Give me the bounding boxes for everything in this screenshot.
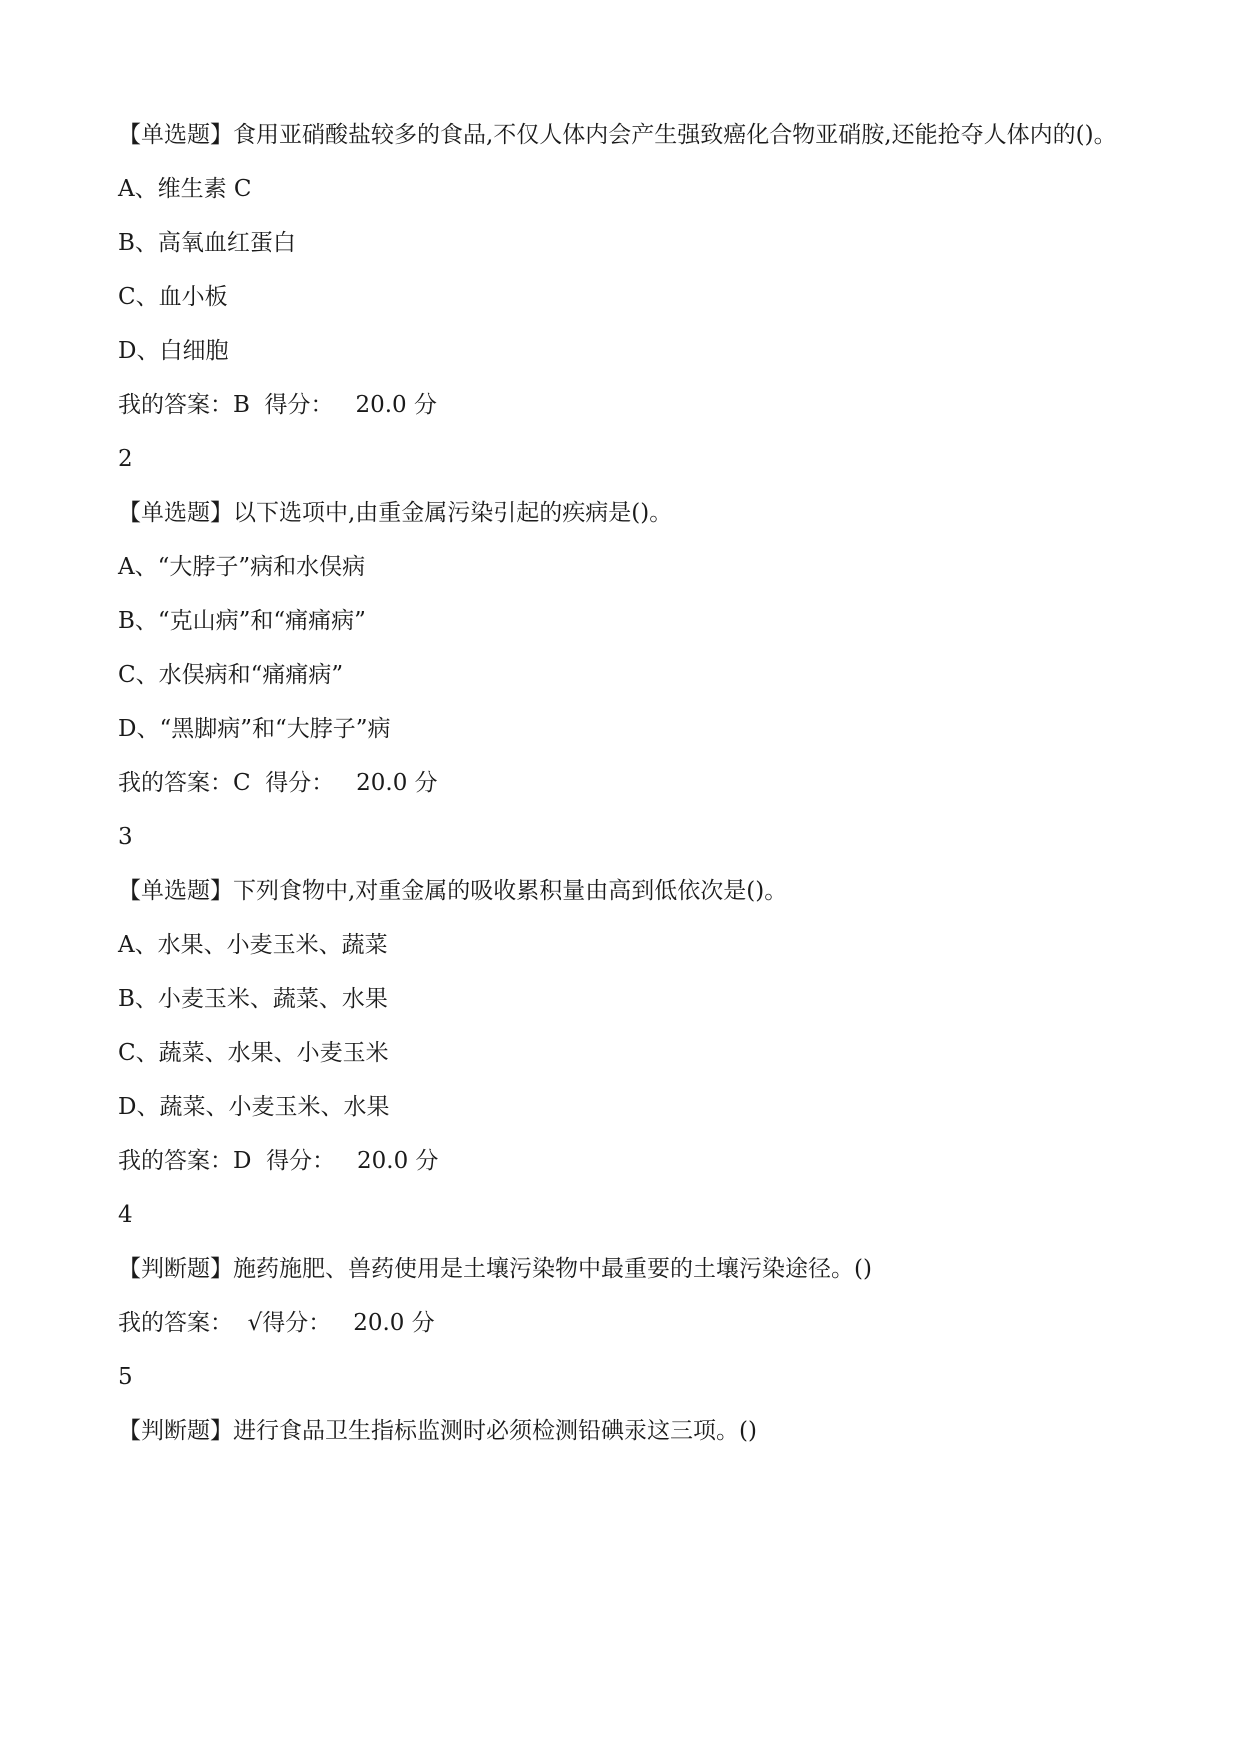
question-3-number: 3 [118, 824, 133, 850]
question-2-answer: 我的答案：C 得分： 20.0 分 [118, 770, 438, 796]
question-3-option-a: A、水果、小麦玉米、蔬菜 [118, 932, 388, 958]
question-2-option-c: C、水俣病和“痛痛病” [118, 662, 344, 688]
question-4-answer: 我的答案： √得分： 20.0 分 [118, 1310, 435, 1336]
question-4-number: 4 [118, 1202, 133, 1228]
question-3-option-c: C、蔬菜、水果、小麦玉米 [118, 1040, 389, 1066]
question-1-option-b: B、高氧血红蛋白 [118, 230, 296, 256]
question-2-stem: 【单选题】以下选项中,由重金属污染引起的疾病是()。 [118, 500, 673, 526]
question-2-option-a: A、“大脖子”病和水俣病 [118, 554, 366, 580]
question-3-option-d: D、蔬菜、小麦玉米、水果 [118, 1094, 390, 1120]
question-1-stem: 【单选题】食用亚硝酸盐较多的食品,不仅人体内会产生强致癌化合物亚硝胺,还能抢夺人体内的()。 [118, 122, 1117, 148]
question-1-option-c: C、血小板 [118, 284, 228, 310]
question-2-option-d: D、“黑脚病”和“大脖子”病 [118, 716, 391, 742]
question-5-number: 5 [118, 1364, 133, 1390]
question-1-option-a: A、维生素 C [118, 176, 252, 202]
question-3-stem: 【单选题】下列食物中,对重金属的吸收累积量由高到低依次是()。 [118, 878, 788, 904]
question-4-stem: 【判断题】施药施肥、兽药使用是土壤污染物中最重要的土壤污染途径。() [118, 1256, 872, 1282]
question-2-option-b: B、“克山病”和“痛痛病” [118, 608, 366, 634]
question-3-answer: 我的答案：D 得分： 20.0 分 [118, 1148, 439, 1174]
question-2-number: 2 [118, 446, 133, 472]
document-page [118, 118, 1128, 1448]
question-5-stem: 【判断题】进行食品卫生指标监测时必须检测铅碘汞这三项。() [118, 1418, 757, 1444]
question-1-answer: 我的答案：B 得分： 20.0 分 [118, 392, 437, 418]
question-1-option-d: D、白细胞 [118, 338, 229, 364]
question-3-option-b: B、小麦玉米、蔬菜、水果 [118, 986, 388, 1012]
